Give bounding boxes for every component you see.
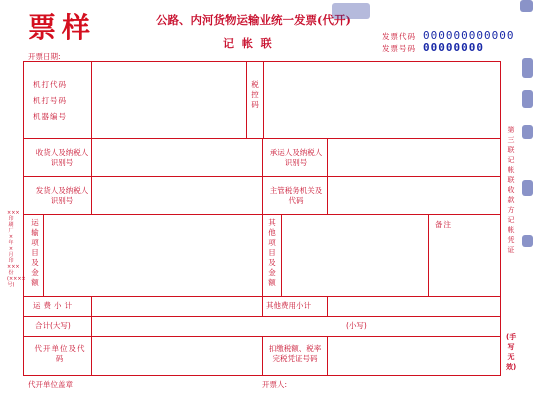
other-items-label: 其他项目及金额 (268, 218, 276, 287)
machine-code-label: 机打代码 (33, 80, 67, 89)
copy-label: 第三联 记帐联 收款方记帐凭证 (507, 126, 515, 254)
stamp-mark (332, 3, 370, 19)
printer-note: ×××印刷厂 ×年×月印×××份(××××号) (7, 210, 26, 288)
edge-mark (520, 0, 533, 12)
edge-mark (522, 180, 533, 196)
agent-seal-label: 代开单位盖章 (28, 380, 73, 389)
tax-label: 扣缴税额、税率完税凭证号码 (268, 344, 322, 363)
tax-control-code-label: 税控码 (251, 80, 259, 109)
issuer-label: 开票人: (262, 380, 288, 389)
receiver-label: 收货人及纳税人识别号 (35, 148, 89, 167)
freight-subtotal-label: 运费小计 (33, 301, 75, 310)
edge-mark (522, 125, 533, 139)
remarks-label: 备注 (435, 220, 452, 229)
machine-id-label: 机器编号 (33, 112, 67, 121)
machine-no-label: 机打号码 (33, 96, 67, 105)
copy-subtitle: 记 帐 联 (223, 37, 274, 50)
agent-label: 代开单位及代码 (34, 344, 86, 363)
sample-stamp: 票样 (28, 11, 97, 44)
date-label: 开票日期: (28, 52, 61, 61)
invoice-no-value: 00000000 (423, 41, 484, 54)
invoice-code-label: 发票代码 (382, 32, 416, 41)
carrier-label: 承运人及纳税人识别号 (269, 148, 323, 167)
shipper-label: 发货人及纳税人识别号 (35, 186, 89, 205)
invalid-note: (手写无效) (506, 333, 517, 371)
edge-mark (522, 58, 533, 78)
total-label: 合计(大写) (35, 321, 71, 330)
invoice-code-value: 000000000000 (423, 29, 515, 42)
transport-items-label: 运输项目及金额 (31, 218, 39, 287)
edge-mark (522, 90, 533, 108)
tax-authority-label: 主管税务机关及代码 (269, 186, 323, 205)
other-fees-subtotal-label: 其他费用小计 (266, 301, 311, 310)
small-write-label: (小写) (346, 321, 367, 330)
invoice-no-label: 发票号码 (382, 44, 416, 53)
invoice-title: 公路、内河货物运输业统一发票(代开) (156, 13, 351, 27)
edge-mark (522, 235, 533, 247)
